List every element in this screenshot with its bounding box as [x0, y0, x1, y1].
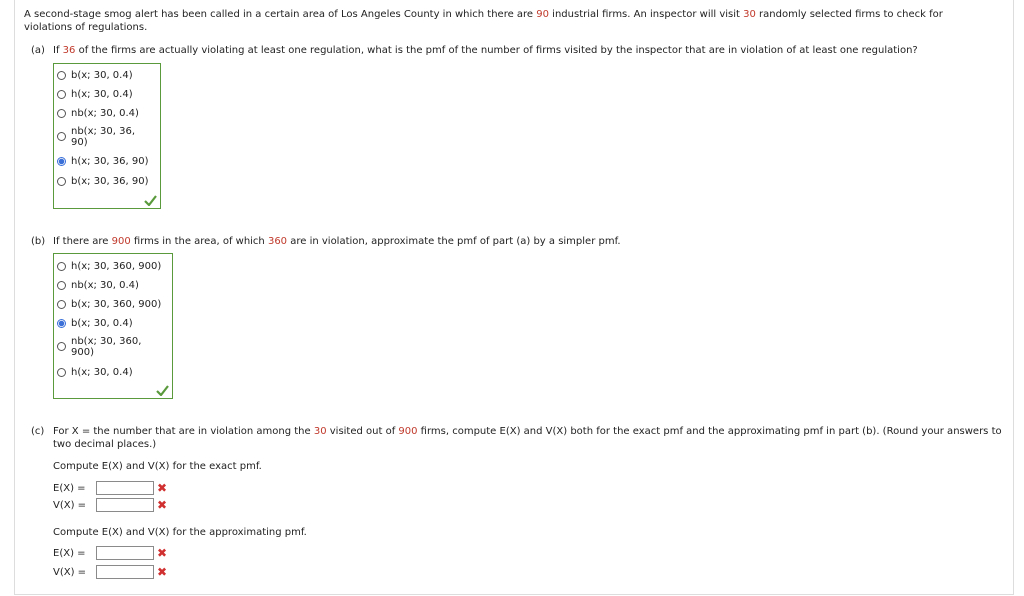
option-line-1: nb(x; 30, 36,: [71, 126, 136, 137]
approx-vx-row: [53, 564, 167, 580]
part-a-option-1[interactable]: [57, 70, 133, 81]
part-b-option-4[interactable]: [57, 318, 133, 329]
part-b-option-2[interactable]: [57, 280, 139, 291]
question-text: If there are: [53, 236, 112, 247]
option-line-2: 900): [71, 347, 94, 358]
radio-button-selected[interactable]: [57, 319, 66, 328]
violating-count: 36: [62, 45, 76, 56]
option-label: b(x; 30, 360, 900): [71, 299, 162, 310]
part-b-label: (b): [31, 236, 46, 247]
radio-button[interactable]: [57, 132, 66, 141]
part-b-option-1[interactable]: [57, 261, 161, 272]
option-label: b(x; 30, 0.4): [71, 70, 133, 81]
exact-ex-row: [53, 480, 167, 496]
ex-label: E(X) =: [53, 482, 86, 494]
option-label: h(x; 30, 0.4): [71, 367, 133, 378]
option-label: nb(x; 30, 0.4): [71, 108, 139, 119]
approx-pmf-heading: Compute E(X) and V(X) for the approximating pmf.: [53, 527, 307, 538]
radio-button[interactable]: [57, 109, 66, 118]
exact-vx-input[interactable]: [96, 498, 154, 512]
radio-button[interactable]: [57, 368, 66, 377]
incorrect-icon: ✖: [157, 546, 168, 560]
part-b-option-6[interactable]: [57, 367, 133, 378]
visited-count: 30: [313, 426, 327, 437]
question-text: are in violation, approximate the pmf of part (a) by a simpler pmf.: [287, 236, 621, 247]
total-firms: 900: [398, 426, 418, 437]
part-a-option-4[interactable]: [57, 126, 135, 148]
exact-vx-row: [53, 497, 167, 513]
option-label: h(x; 30, 0.4): [71, 89, 133, 100]
option-line-2: 90): [71, 137, 88, 148]
vx-label: V(X) =: [53, 499, 87, 511]
question-text: firms in the area, of which: [130, 236, 268, 247]
firm-count: 90: [536, 9, 549, 20]
approx-ex-input[interactable]: [96, 546, 154, 560]
part-b-question: [53, 235, 993, 248]
check-icon: [144, 195, 157, 206]
part-a-question: [53, 44, 993, 57]
part-a-label: (a): [31, 45, 45, 56]
option-label: [71, 336, 141, 358]
radio-button[interactable]: [57, 177, 66, 186]
part-a-option-6[interactable]: [57, 176, 149, 187]
violating-firms: 360: [267, 236, 288, 247]
option-label: b(x; 30, 36, 90): [71, 176, 149, 187]
radio-button-selected[interactable]: [57, 157, 66, 166]
part-c-label: (c): [31, 426, 45, 437]
question-text: visited out of: [326, 426, 399, 437]
question-text: For X = the number that are in violation among the: [53, 426, 314, 437]
radio-button[interactable]: [57, 71, 66, 80]
part-b-option-3[interactable]: [57, 299, 161, 310]
question-text: of the firms are actually violating at least one regulation, what is the pmf of the number of firms visited by the inspector that are in violation of at least one regulation?: [75, 45, 918, 56]
incorrect-icon: ✖: [157, 481, 168, 495]
question-text: If: [53, 45, 63, 56]
check-icon: [156, 385, 169, 396]
total-firms: 900: [111, 236, 131, 247]
radio-button[interactable]: [57, 262, 66, 271]
part-a-options: [53, 63, 161, 209]
question-text: firms, compute E(X) and V(X) both for the exact pmf and the approximating pmf in part (b). (Round your answers to two decimal places.): [53, 426, 1002, 450]
option-label: h(x; 30, 36, 90): [71, 156, 149, 167]
intro-text: randomly selected firms to check for violations of regulations.: [24, 9, 943, 33]
question-intro: [24, 8, 994, 34]
exact-pmf-heading: Compute E(X) and V(X) for the exact pmf.: [53, 461, 262, 472]
radio-button[interactable]: [57, 342, 66, 351]
approx-ex-row: [53, 545, 167, 561]
part-b-option-5[interactable]: [57, 336, 141, 358]
option-label: [71, 126, 135, 148]
incorrect-icon: ✖: [157, 498, 168, 512]
vx-label: V(X) =: [53, 566, 87, 578]
option-line-1: nb(x; 30, 360,: [71, 336, 142, 347]
part-c-question: [53, 425, 1008, 451]
intro-text: A second-stage smog alert has been called in a certain area of Los Angeles County in which there are: [24, 9, 537, 20]
radio-button[interactable]: [57, 281, 66, 290]
radio-button[interactable]: [57, 300, 66, 309]
incorrect-icon: ✖: [157, 565, 168, 579]
option-label: nb(x; 30, 0.4): [71, 280, 139, 291]
exact-ex-input[interactable]: [96, 481, 154, 495]
part-b-options: [53, 253, 173, 399]
approx-vx-input[interactable]: [96, 565, 154, 579]
visit-count: 30: [743, 9, 756, 20]
part-a-option-5[interactable]: [57, 156, 149, 167]
radio-button[interactable]: [57, 90, 66, 99]
intro-text: industrial firms. An inspector will visit: [549, 9, 744, 20]
part-a-option-3[interactable]: [57, 108, 139, 119]
option-label: h(x; 30, 360, 900): [71, 261, 162, 272]
ex-label: E(X) =: [53, 547, 86, 559]
part-a-option-2[interactable]: [57, 89, 133, 100]
option-label: b(x; 30, 0.4): [71, 318, 133, 329]
